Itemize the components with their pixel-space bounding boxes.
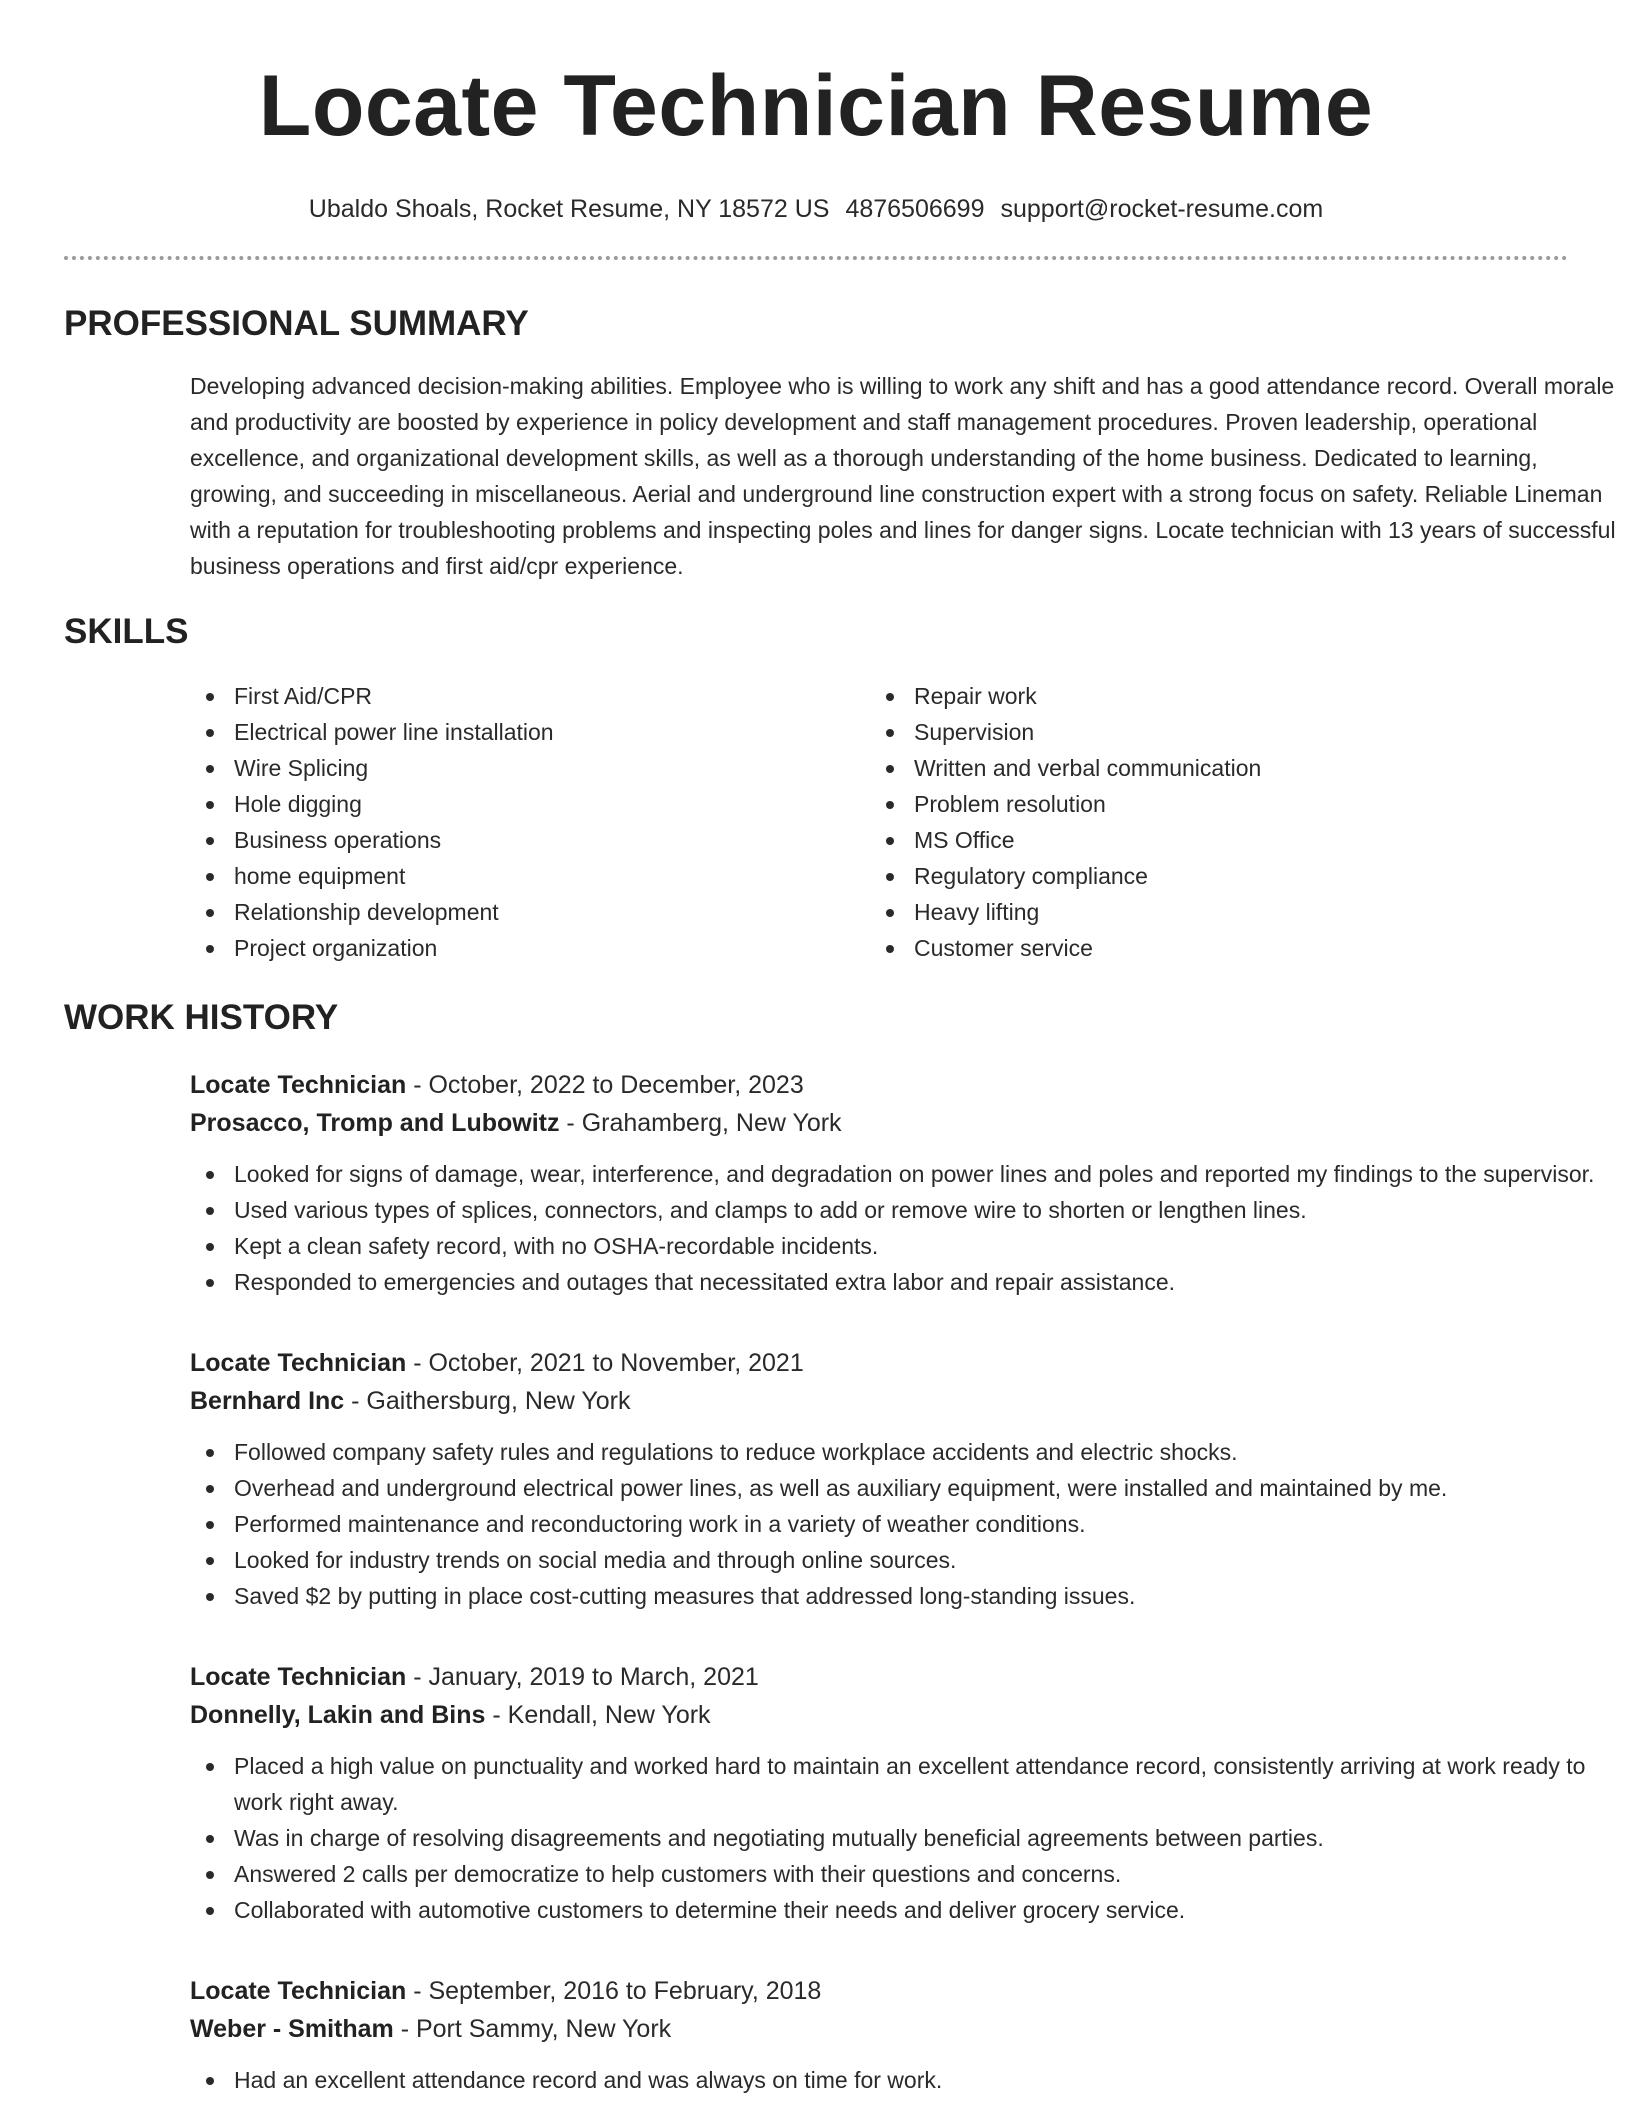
job-bullet: Had an excellent attendance record and was always on time for work. [190,2062,1630,2098]
job-company: Donnelly, Lakin and Bins [190,1701,486,1729]
job-location: - Gaithersburg, New York [344,1387,631,1415]
contact-line [64,192,1568,226]
job-bullets [190,1156,1630,1300]
job-bullets [190,1434,1630,1614]
skills-columns [190,678,1630,966]
skills-section [64,610,1568,966]
resume-title: Locate Technician Resume [258,58,1374,154]
job-entry [190,1658,1630,1928]
section-title-summary: PROFESSIONAL SUMMARY [64,304,529,343]
job-title-line [190,1658,1630,1696]
job-bullet: Used various types of splices, connectors, and clamps to add or remove wire to shorten or lengthen lines. [190,1192,1630,1228]
section-title-skills: SKILLS [64,612,189,651]
job-title-line [190,1972,1630,2010]
job-bullet: Looked for industry trends on social media and through online sources. [190,1542,1630,1578]
summary-text: Developing advanced decision-making abilities. Employee who is willing to work any shift and has a good attendance record. Overall morale and productivity are boosted by experience in policy development and staff management procedures. Proven leadership, operational excellence, and organizational development skills, as well as a thorough understanding of the home business. Dedicated to learning, growing, and succeeding in miscellaneous. Aerial and underground line construction expert with a strong focus on safety. Reliable Lineman with a reputation for troubleshooting problems and inspecting poles and lines for danger signs. Locate technician with 13 years of successful business operations and first aid/cpr experience. [190,373,1616,579]
skill-item: Supervision [870,714,1550,750]
job-company: Weber - Smitham [190,2015,394,2043]
job-bullet: Collaborated with automotive customers to determine their needs and deliver grocery service. [190,1892,1630,1928]
job-dates: - October, 2021 to November, 2021 [406,1349,804,1377]
job-role: Locate Technician [190,1349,407,1377]
contact-address: Ubaldo Shoals, Rocket Resume, NY 18572 US [308,195,830,223]
skill-item: First Aid/CPR [190,678,870,714]
skill-item: Customer service [870,930,1550,966]
skill-item: MS Office [870,822,1550,858]
job-bullet: Kept a clean safety record, with no OSHA-recordable incidents. [190,1228,1630,1264]
job-location: - Kendall, New York [485,1701,711,1729]
job-bullet: Placed a high value on punctuality and worked hard to maintain an excellent attendance record, consistently arriving at work ready to work right away. [190,1748,1630,1820]
skills-list-right [870,678,1550,966]
job-role: Locate Technician [190,1977,407,2005]
job-role: Locate Technician [190,1071,407,1099]
job-company-line [190,1104,1630,1142]
job-dates: - September, 2016 to February, 2018 [406,1977,822,2005]
job-bullets [190,1748,1630,1928]
job-company-line [190,1382,1630,1420]
job-bullet: Answered 2 calls per democratize to help customers with their questions and concerns. [190,1856,1630,1892]
job-company-line [190,2010,1630,2048]
job-role: Locate Technician [190,1663,407,1691]
job-bullet: Responded to emergencies and outages that necessitated extra labor and repair assistance. [190,1264,1630,1300]
job-bullet: Saved $2 by putting in place cost-cutting measures that addressed long-standing issues. [190,1578,1630,1614]
job-company: Prosacco, Tromp and Lubowitz [190,1109,560,1137]
skill-item: Project organization [190,930,870,966]
skill-item: Electrical power line installation [190,714,870,750]
job-dates: - October, 2022 to December, 2023 [406,1071,804,1099]
job-bullet: Was in charge of resolving disagreements and negotiating mutually beneficial agreements between parties. [190,1820,1630,1856]
skill-item: Business operations [190,822,870,858]
skill-item: Hole digging [190,786,870,822]
job-title-line [190,1066,1630,1104]
job-bullet: Followed company safety rules and regulations to reduce workplace accidents and electric shocks. [190,1434,1630,1470]
job-title-line [190,1344,1630,1382]
job-company: Bernhard Inc [190,1387,345,1415]
skills-list-left [190,678,870,966]
jobs-list [190,1066,1630,2098]
job-location: - Grahamberg, New York [559,1109,842,1137]
header-divider [64,256,1568,260]
job-bullets [190,2062,1630,2098]
contact-phone: 4876506699 [845,195,985,223]
job-company-line [190,1696,1630,1734]
job-bullet: Overhead and underground electrical power lines, as well as auxiliary equipment, were installed and maintained by me. [190,1470,1630,1506]
professional-summary-section [64,302,1616,584]
skill-item: Problem resolution [870,786,1550,822]
job-entry [190,1972,1630,2098]
skill-item: Repair work [870,678,1550,714]
skill-item: Regulatory compliance [870,858,1550,894]
contact-email: support@rocket-resume.com [1000,195,1324,223]
job-bullet: Looked for signs of damage, wear, interference, and degradation on power lines and poles and reported my findings to the supervisor. [190,1156,1630,1192]
job-dates: - January, 2019 to March, 2021 [406,1663,759,1691]
job-entry [190,1344,1630,1614]
job-bullet: Performed maintenance and reconductoring work in a variety of weather conditions. [190,1506,1630,1542]
skill-item: home equipment [190,858,870,894]
job-location: - Port Sammy, New York [393,2015,672,2043]
section-title-work-history: WORK HISTORY [64,998,339,1037]
skill-item: Written and verbal communication [870,750,1550,786]
job-entry [190,1066,1630,1300]
skill-item: Relationship development [190,894,870,930]
skill-item: Wire Splicing [190,750,870,786]
work-history-section [64,996,1595,2098]
skill-item: Heavy lifting [870,894,1550,930]
